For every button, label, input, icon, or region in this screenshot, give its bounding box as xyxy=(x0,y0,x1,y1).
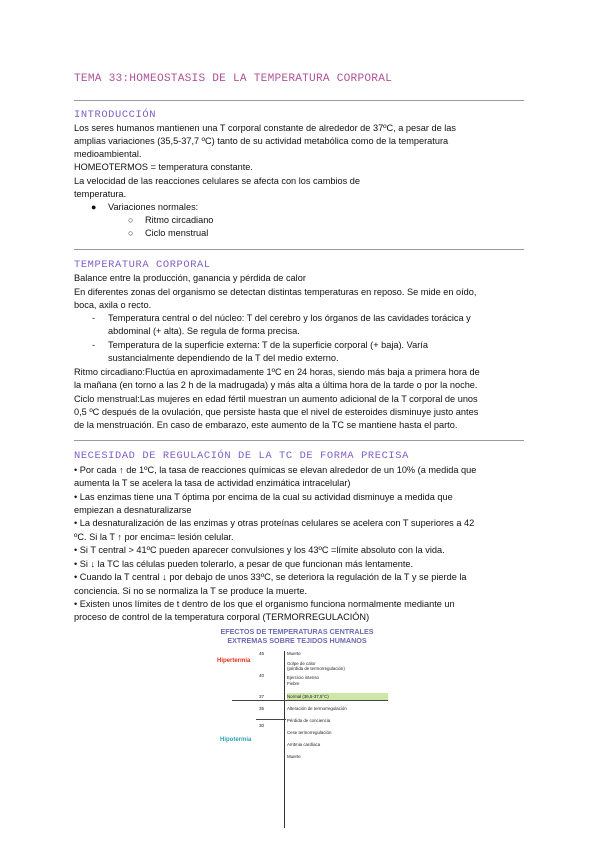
temp-line: Balance entre la producción, ganancia y pérdida de calor xyxy=(74,273,306,283)
need-line: • Cuando la T central ↓ por debajo de unos 33ºC, se deteriora la regulación de la T y se pierde la xyxy=(74,572,467,582)
section-heading-necesidad: NECESIDAD DE REGULACIÓN DE LA TC DE FORMA PRECISA xyxy=(74,450,409,462)
section-heading-temperatura: TEMPERATURA CORPORAL xyxy=(74,259,211,271)
temp-line: boca, axila o recto. xyxy=(74,300,152,310)
effect-label: (pérdida de termorregulación) xyxy=(287,666,345,671)
need-line: • Las enzimas tiene una T óptima por encima de la cual su actividad disminuye a medida que xyxy=(74,492,453,502)
need-line: • Existen unos límites de t dentro de los que el organismo funciona normalmente mediante un xyxy=(74,599,455,609)
intro-line: amplias variaciones (35,5-37,7 ºC) tanto de su actividad metabólica como de la temperatura xyxy=(74,136,449,146)
need-line: • Si T central > 41ºC pueden aparecer convulsiones y los 43ºC =límite absoluto con la vida. xyxy=(74,545,445,555)
need-line: • La desnaturalización de las enzimas y otras proteínas celulares se acelera con T superiores a 42 xyxy=(74,518,475,528)
dash-item-line: abdominal (+ alta). Se regula de forma precisa. xyxy=(108,326,300,336)
effect-label: Alteración de termorregulación xyxy=(287,706,347,711)
effect-label: Arritmia cardíaca xyxy=(287,742,321,747)
hipotermia-label: Hipotermia xyxy=(220,737,252,743)
figure-tick xyxy=(256,719,286,720)
temp-line: Ritmo circadiano:Fluctúa en aproximadamente 1ºC en 24 horas, siendo más baja a primera hora de xyxy=(74,367,480,377)
effect-label: Pérdida de conciencia xyxy=(287,718,331,723)
need-line: conciencia. Si no se normaliza la T se produce la muerte. xyxy=(74,586,308,596)
figure-axis xyxy=(284,651,285,828)
sub-item: Ciclo menstrual xyxy=(145,228,209,238)
circle-bullet-icon: ○ xyxy=(128,228,134,238)
need-line: • Si ↓ la TC las células pueden tolerarlo, a pesar de que funcionan más lentamente. xyxy=(74,559,414,569)
figure-title-line: EXTREMAS SOBRE TEJIDOS HUMANOS xyxy=(227,636,367,645)
divider xyxy=(74,440,524,441)
divider xyxy=(74,249,524,250)
dash-item-line: sustancialmente dependiendo de la T del medio externo. xyxy=(108,353,339,363)
intro-line: HOMEOTERMOS = temperatura constante. xyxy=(74,162,253,172)
temp-value: 45 xyxy=(259,651,265,656)
temp-value: 35 xyxy=(259,706,265,711)
temp-line: En diferentes zonas del organismo se detectan distintas temperaturas en reposo. Se mide en oído, xyxy=(74,287,477,297)
figure-divider xyxy=(232,700,388,701)
effect-label: Golpe de calor xyxy=(287,661,316,666)
temp-value: 37 xyxy=(259,694,265,699)
temp-line: la mañana (en torno a las 2 h de la madrugada) y más alta a última hora de la tarde o por la noche. xyxy=(74,380,478,390)
effect-label: Cese termorregulación xyxy=(287,730,332,735)
need-line: proceso de control de la temperatura corporal (TERMORREGULACIÓN) xyxy=(74,612,370,622)
intro-line: Los seres humanos mantienen una T corporal constante de alrededor de 37ºC, a pesar de las xyxy=(74,123,456,133)
effect-label: Fiebre xyxy=(287,681,300,686)
bullet-icon: ● xyxy=(91,202,97,212)
effect-label: Muerte xyxy=(287,754,301,759)
effect-label: Muerte xyxy=(287,651,301,656)
dash-icon: - xyxy=(92,313,95,323)
bullet-item: Variaciones normales: xyxy=(108,202,199,212)
temp-line: de la menstruación. En caso de embarazo, este aumento de la TC se mantiene hasta el parto. xyxy=(74,420,458,430)
dash-item-line: Temperatura central o del núcleo: T del cerebro y los órganos de las cavidades torácica y xyxy=(108,313,471,323)
intro-line: temperatura. xyxy=(74,189,127,199)
need-line: aumenta la T se acelera la tasa de actividad enzimática intracelular) xyxy=(74,478,351,488)
temp-value: 30 xyxy=(259,723,265,728)
temp-line: Ciclo menstrual:Las mujeres en edad fértil muestran un aumento adicional de la T corporal de unos xyxy=(74,394,478,404)
intro-line: La velocidad de las reacciones celulares se afecta con los cambios de xyxy=(74,176,360,186)
figure-title-line: EFECTOS DE TEMPERATURAS CENTRALES xyxy=(220,627,374,636)
hipertermia-label: Hipertermia xyxy=(217,658,251,664)
page-title: TEMA 33:HOMEOSTASIS DE LA TEMPERATURA CORPORAL xyxy=(74,73,393,85)
need-line: empiezan a desnaturalizarse xyxy=(74,505,192,515)
dash-item-line: Temperatura de la superficie externa: T de la superficie corporal (+ baja). Varía xyxy=(108,340,428,350)
effect-label: Ejercicio intenso xyxy=(287,675,319,680)
sub-item: Ritmo circadiano xyxy=(145,215,214,225)
temperature-effects-figure xyxy=(204,626,390,828)
need-line: • Por cada ↑ de 1ºC, la tasa de reacciones químicas se elevan alrededor de un 10% (a medida que xyxy=(74,465,477,475)
temp-line: 0,5 ºC después de la ovulación, que persiste hasta que el nivel de esteroides disminuye justo antes xyxy=(74,407,479,417)
need-line: ºC. Si la T ↑ por encima= lesión celular. xyxy=(74,532,234,542)
dash-icon: - xyxy=(92,340,95,350)
section-heading-intro: INTRODUCCIÓN xyxy=(74,109,157,121)
divider xyxy=(74,100,524,101)
intro-line: medioambiental. xyxy=(74,149,142,159)
circle-bullet-icon: ○ xyxy=(128,215,134,225)
effect-label: Normal (36,5-37,5°C) xyxy=(287,694,329,699)
temp-value: 40 xyxy=(259,673,265,678)
